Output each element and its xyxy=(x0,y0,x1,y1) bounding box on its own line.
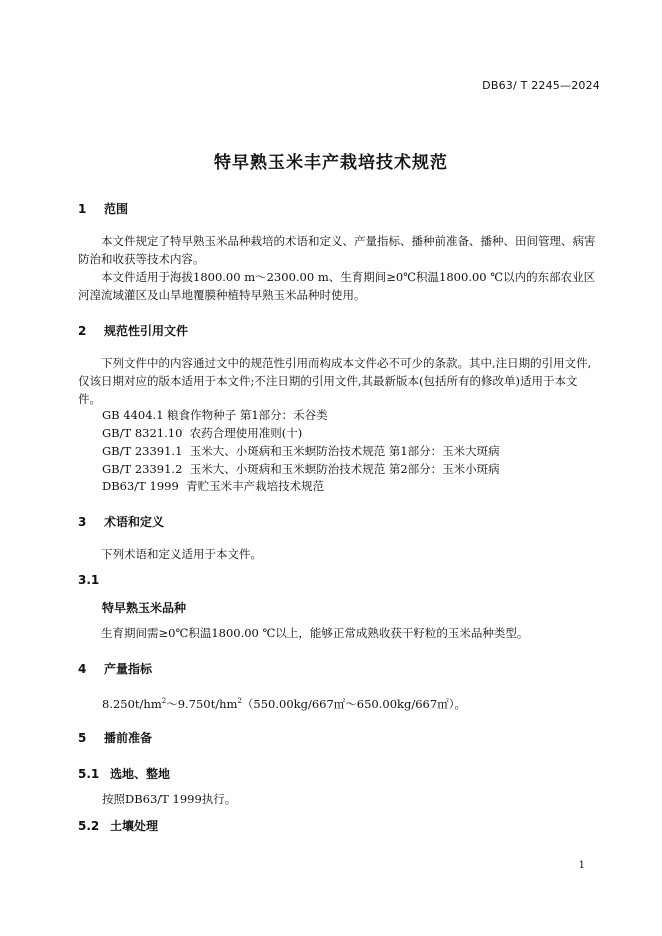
yield-lower: 8.250t/hm xyxy=(102,696,162,711)
reference-item: DB63/T 1999 青贮玉米丰产栽培技术规范 xyxy=(102,479,325,493)
section-2-heading xyxy=(78,322,188,339)
section-title: 土壤处理 xyxy=(110,819,159,833)
subsection-5-1-heading xyxy=(78,765,170,782)
reference-item: GB 4404.1 粮食作物种子 第1部分：禾谷类 xyxy=(102,408,328,422)
superscript: 2 xyxy=(237,697,242,705)
section-number: 5 xyxy=(78,731,87,745)
section-number: 1 xyxy=(78,202,87,216)
section-number: 3 xyxy=(78,515,87,529)
section-5-heading xyxy=(78,729,152,746)
section-title: 播前准备 xyxy=(104,731,153,745)
section-title: 规范性引用文件 xyxy=(104,324,189,338)
yield-upper: ～9.750t/hm xyxy=(166,696,238,711)
yield-per-mu: （550.00kg/667㎡～650.00kg/667㎡）。 xyxy=(241,696,466,711)
section-1-heading xyxy=(78,200,128,217)
term-name: 特早熟玉米品种 xyxy=(102,601,187,615)
section-title: 术语和定义 xyxy=(104,515,165,529)
section-title: 产量指标 xyxy=(104,662,153,676)
section-title: 选地、整地 xyxy=(110,767,171,781)
reference-item: GB/T 23391.1 玉米大、小斑病和玉米螟防治技术规范 第1部分：玉米大斑病 xyxy=(102,444,500,458)
term-definition: 生育期间需≥0℃积温1800.00 ℃以上，能够正常成熟收获干籽粒的玉米品种类型。 xyxy=(101,626,529,640)
subsection-5-1-text: 按照DB63/T 1999执行。 xyxy=(102,792,237,806)
page-number: 1 xyxy=(578,860,585,871)
section-3-heading xyxy=(78,513,164,530)
section-3-paragraph-1: 下列术语和定义适用于本文件。 xyxy=(101,547,262,561)
superscript: 2 xyxy=(161,697,167,705)
subsection-3-1-number: 3.1 xyxy=(78,573,100,587)
subsection-5-2-heading xyxy=(78,817,158,834)
section-4-heading xyxy=(78,660,152,677)
section-number: 2 xyxy=(78,324,87,338)
section-number: 5.2 xyxy=(78,819,100,833)
reference-item: GB/T 8321.10 农药合理使用准则(十) xyxy=(102,426,303,440)
document-code: DB63/ T 2245—2024 xyxy=(482,79,600,92)
section-1-paragraph-2: 本文件适用于海拔1800.00 m～2300.00 m、生育期间≥0℃积温1800.00 ℃以内的东部农业区河湟流域灌区及山旱地覆膜种植特早熟玉米品种时使用。 xyxy=(78,270,596,302)
document-title: 特早熟玉米丰产栽培技术规范 xyxy=(214,153,448,173)
section-title: 范围 xyxy=(104,202,129,216)
section-number: 4 xyxy=(78,662,87,676)
reference-item: GB/T 23391.2 玉米大、小斑病和玉米螟防治技术规范 第2部分：玉米小斑病 xyxy=(102,462,500,476)
section-1-paragraph-1: 本文件规定了特早熟玉米品种栽培的术语和定义、产量指标、播种前准备、播种、田间管理、病害防治和收获等技术内容。 xyxy=(78,234,596,266)
section-2-paragraph-1: 下列文件中的内容通过文中的规范性引用而构成本文件必不可少的条款。其中,注日期的引用文件,仅该日期对应的版本适用于本文件;不注日期的引用文件,其最新版本(包括所有的修改单)适用于本文件。 xyxy=(78,356,592,406)
yield-target xyxy=(102,692,466,713)
section-number: 5.1 xyxy=(78,767,100,781)
